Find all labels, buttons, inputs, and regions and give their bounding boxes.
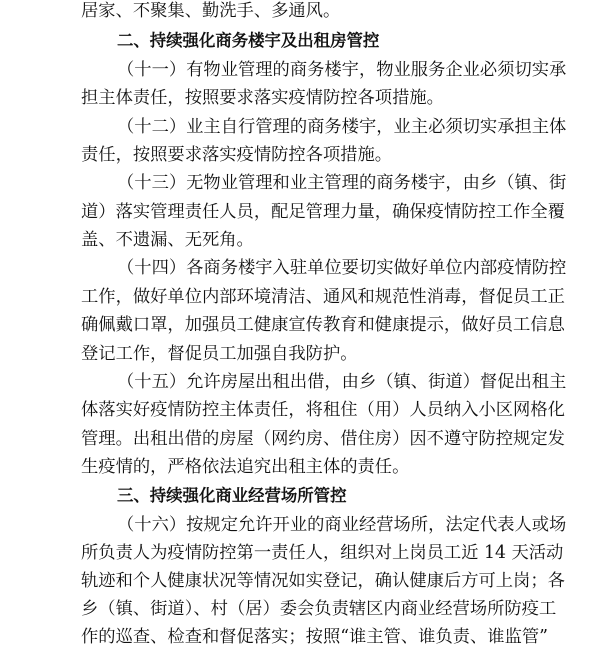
paragraph-line: （十三）无物业管理和业主管理的商务楼宇，由乡（镇、街: [117, 173, 567, 193]
paragraph-line: 盖、不遗漏、无死角。: [81, 230, 254, 250]
paragraph-line: 工作，做好单位内部环境清洁、通风和规范性消毒，督促员工正: [81, 287, 565, 307]
paragraph-line: 生疫情的，严格依法追究出租主体的责任。: [81, 457, 410, 477]
paragraph-line: 确佩戴口罩，加强员工健康宣传教育和健康提示，做好员工信息: [81, 315, 565, 335]
section-heading-three: 三、持续强化商业经营场所管控: [117, 486, 347, 505]
paragraph-line: （十二）业主自行管理的商务楼宇，业主必须切实承担主体: [117, 117, 567, 137]
paragraph-line: 担主体责任，按照要求落实疫情防控各项措施。: [81, 88, 444, 108]
paragraph-line: 道）落实管理责任人员，配足管理力量，确保疫情防控工作全覆: [81, 202, 565, 222]
paragraph-line: 乡（镇、街道）、村（居）委会负责辖区内商业经营场所防疫工: [81, 599, 557, 619]
paragraph-line: 轨迹和个人健康状况等情况如实登记，确认健康后方可上岗；各: [81, 571, 565, 591]
paragraph-line: （十四）各商务楼宇入驻单位要切实做好单位内部疫情防控: [117, 258, 567, 278]
paragraph-line: （十一）有物业管理的商务楼宇，物业服务企业必须切实承: [117, 60, 567, 80]
paragraph-line: 体落实好疫情防控主体责任，将租住（用）人员纳入小区网格化: [81, 400, 565, 420]
paragraph-line: （十五）允许房屋出租出借，由乡（镇、街道）督促出租主: [117, 372, 567, 392]
paragraph-line: 作的巡查、检查和督促落实；按照“谁主管、谁负责、谁监管”: [81, 627, 548, 647]
paragraph-line: 所负责人为疫情防控第一责任人，组织对上岗员工近 14 天活动: [81, 543, 564, 563]
paragraph-line: 登记工作，督促员工加强自我防护。: [81, 344, 358, 364]
paragraph-line: （十六）按规定允许开业的商业经营场所，法定代表人或场: [117, 515, 567, 535]
paragraph-line: 责任，按照要求落实疫情防控各项措施。: [81, 145, 393, 165]
section-heading-two: 二、持续强化商务楼宇及出租房管控: [117, 31, 380, 50]
paragraph-line: 居家、不聚集、勤洗手、多通风。: [81, 1, 341, 21]
paragraph-line: 管理。出租出借的房屋（网约房、借住房）因不遵守防控规定发: [81, 429, 565, 449]
